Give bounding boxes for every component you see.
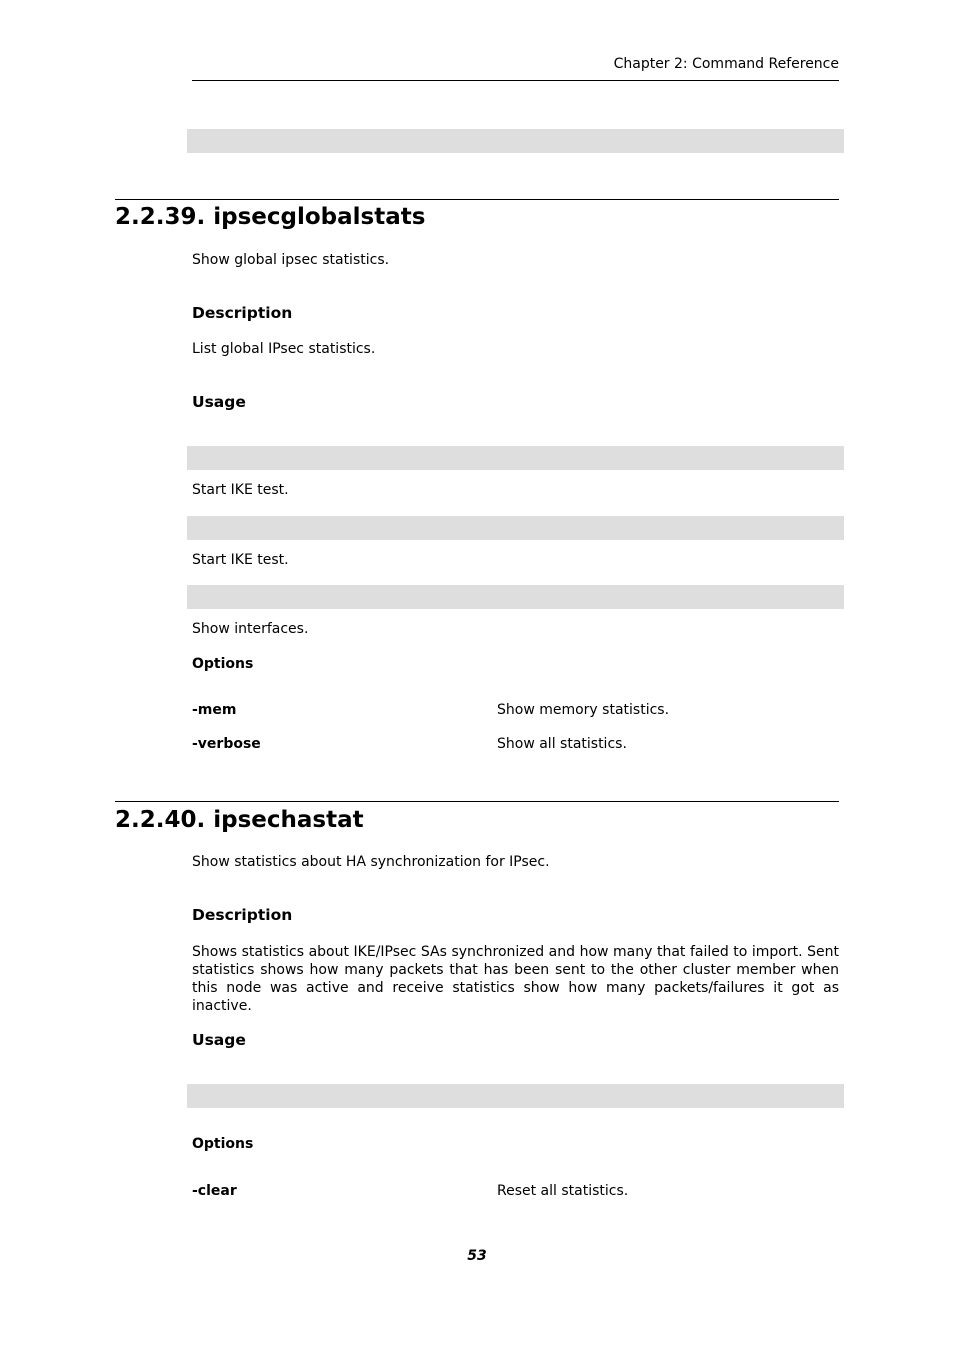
section-rule (115, 801, 839, 802)
section-title-ipsecglobalstats: 2.2.39. ipsecglobalstats (115, 204, 426, 230)
description-text: Shows statistics about IKE/IPsec SAs synchronized and how many that failed to import. Sent statistics shows how many packets that has been sent to the other cluster member when this node was active and receive statistics show how many packets/failures it got as inactive. (192, 944, 839, 1014)
header-rule (192, 80, 839, 81)
usage-note: Start IKE test. (192, 552, 289, 568)
usage-heading: Usage (192, 1031, 246, 1049)
option-name: -clear (192, 1183, 237, 1199)
code-block (187, 1084, 844, 1108)
description-heading: Description (192, 906, 293, 924)
code-block (187, 516, 844, 540)
section-rule (115, 199, 839, 200)
section-summary: Show global ipsec statistics. (192, 252, 390, 268)
options-heading: Options (192, 1136, 254, 1152)
option-name: -verbose (192, 736, 261, 752)
option-name: -mem (192, 702, 237, 718)
description-text: List global IPsec statistics. (192, 341, 376, 357)
option-description: Reset all statistics. (497, 1183, 629, 1199)
option-description: Show memory statistics. (497, 702, 670, 718)
running-header: Chapter 2: Command Reference (613, 56, 839, 72)
code-block (187, 129, 844, 153)
code-block (187, 585, 844, 609)
section-title-ipsechastat: 2.2.40. ipsechastat (115, 807, 364, 833)
code-block (187, 446, 844, 470)
usage-heading: Usage (192, 393, 246, 411)
description-heading: Description (192, 304, 293, 322)
options-heading: Options (192, 656, 254, 672)
page-number: 53 (467, 1248, 487, 1264)
section-summary: Show statistics about HA synchronization for IPsec. (192, 854, 550, 870)
option-description: Show all statistics. (497, 736, 627, 752)
usage-note: Start IKE test. (192, 482, 289, 498)
usage-note: Show interfaces. (192, 621, 309, 637)
